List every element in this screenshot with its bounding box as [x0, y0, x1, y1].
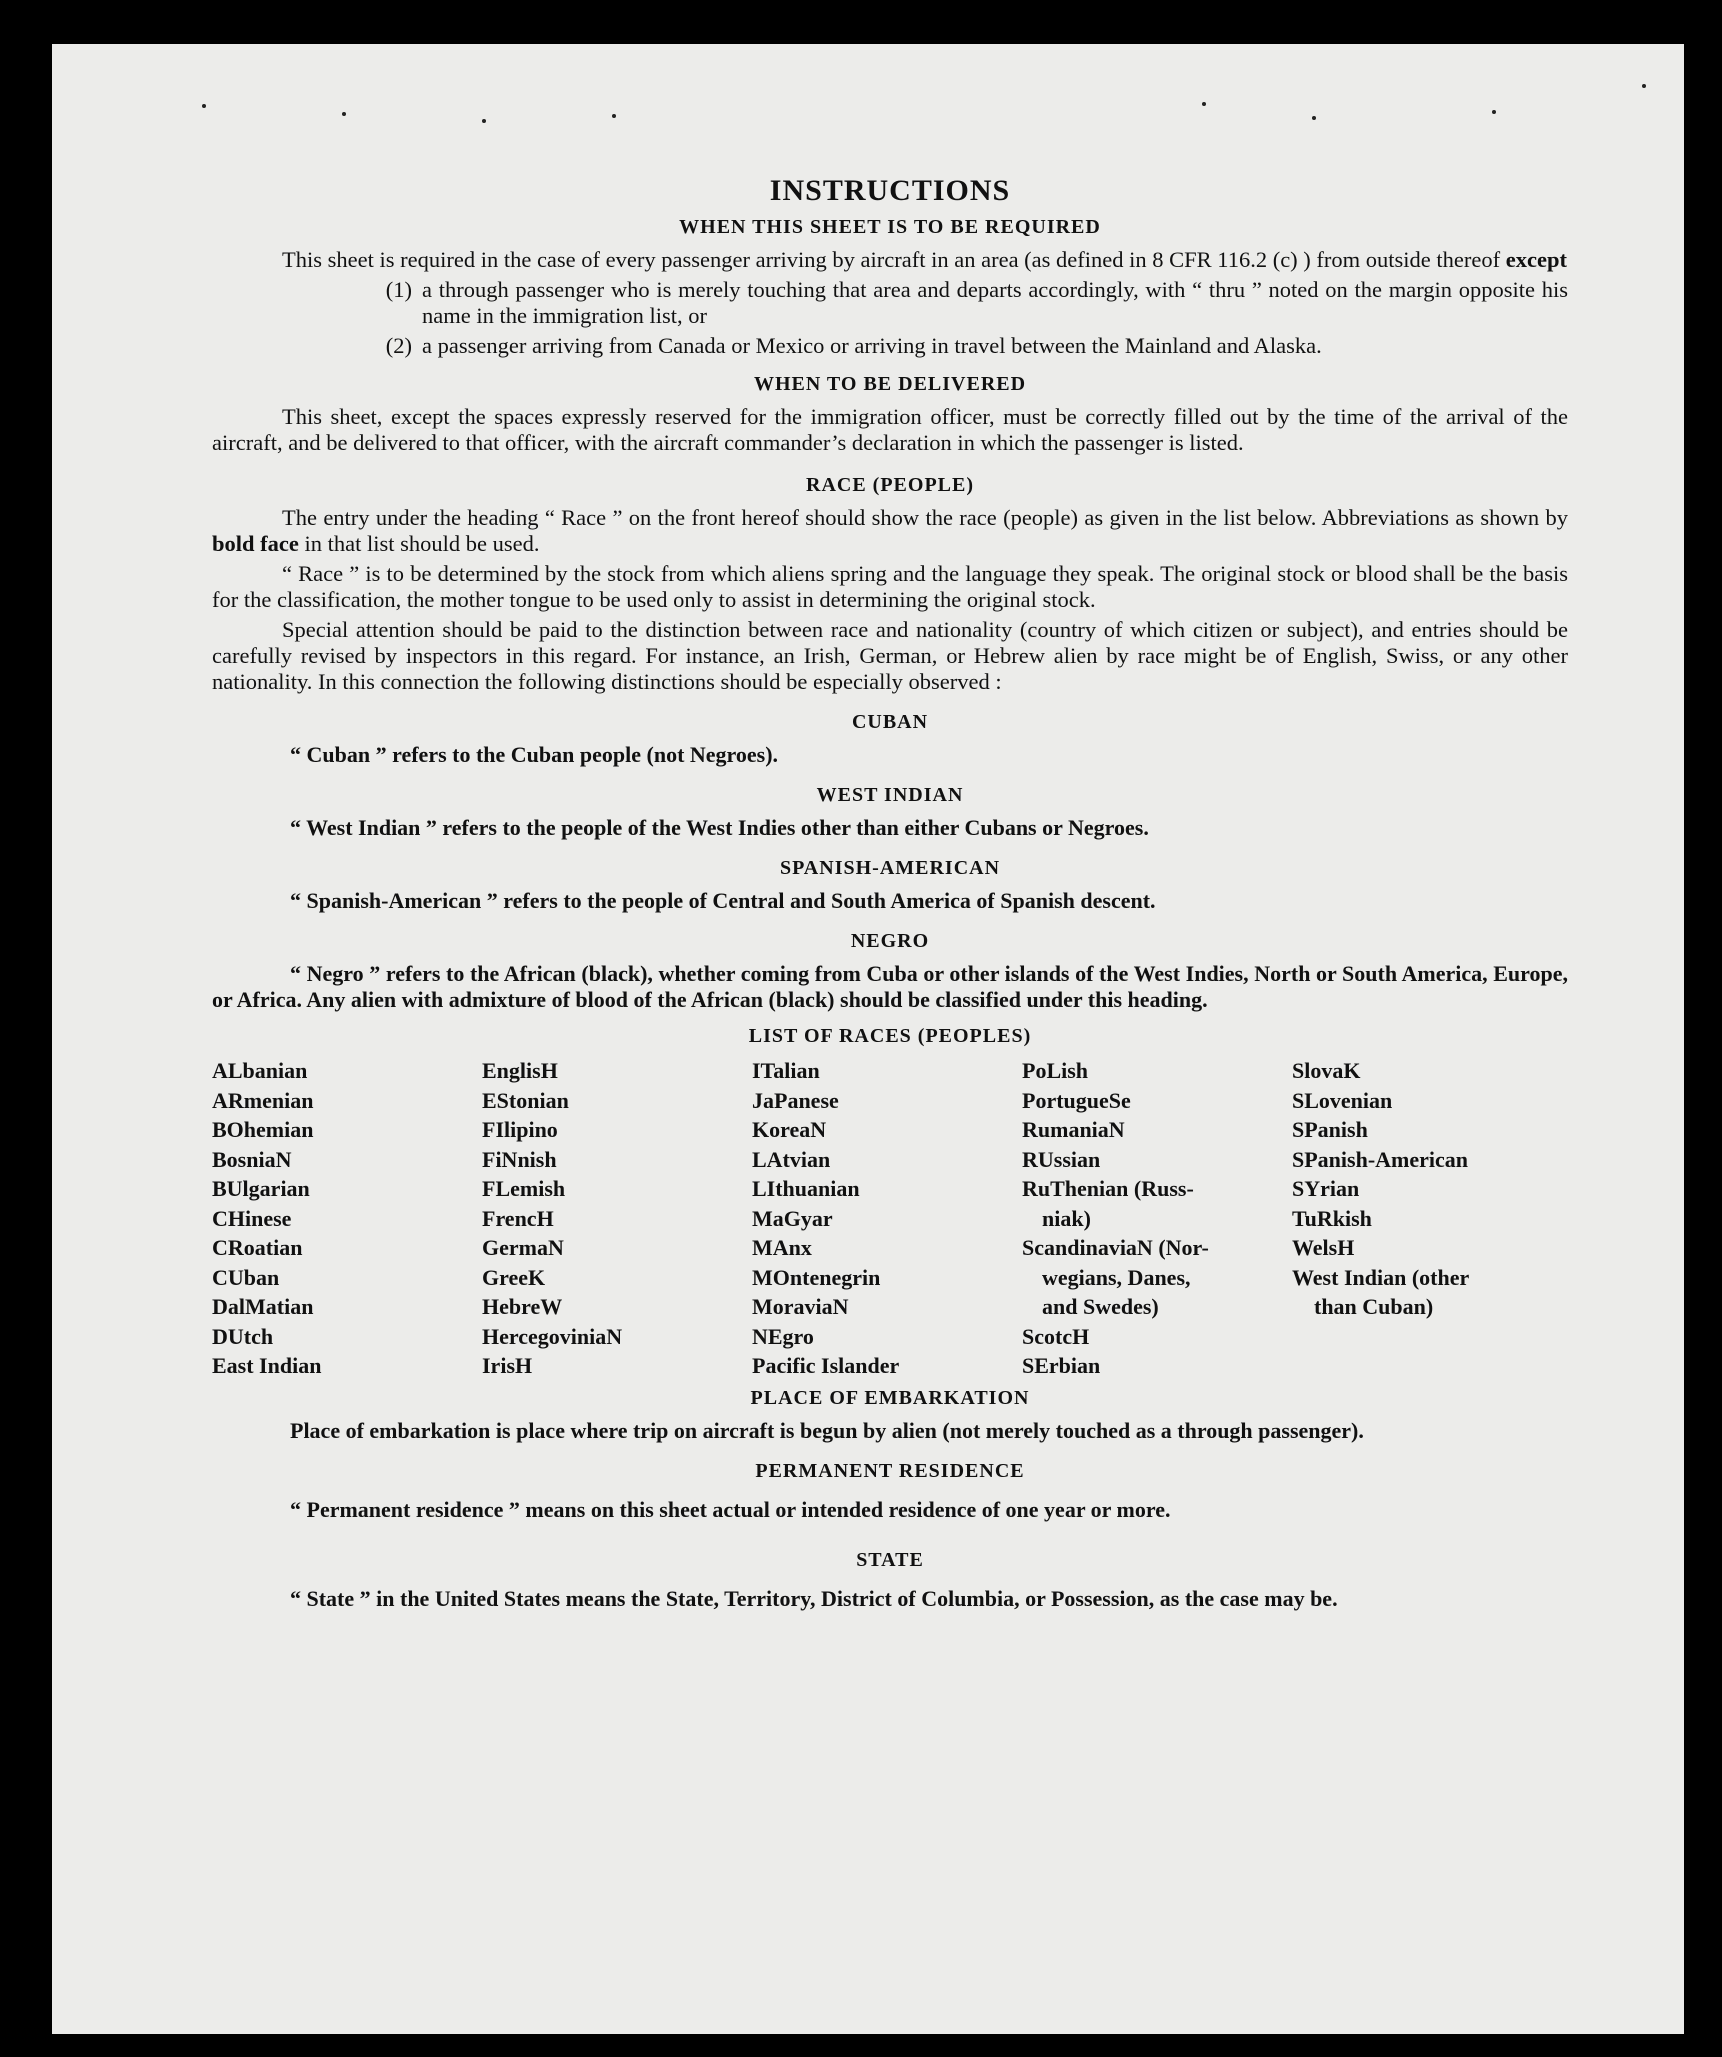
cuban-text: “ Cuban ” refers to the Cuban people (not Negroes).	[290, 742, 779, 767]
page-title: INSTRUCTIONS	[769, 174, 1011, 207]
speck	[612, 114, 616, 118]
heading-state: STATE	[856, 1548, 924, 1571]
negro-text: “ Negro ” refers to the African (black), whether coming from Cuba or other islands of the West Indies, North or South America, Europe, or Africa. Any alien with admixture of blood of the African (black) should be classified under this heading.	[212, 961, 1568, 1012]
heading-when-delivered: WHEN TO BE DELIVERED	[753, 373, 1027, 395]
list-item	[212, 277, 1568, 329]
race-entry: ARmenian	[212, 1087, 314, 1113]
race-entry: and Swedes)	[1042, 1294, 1159, 1319]
race-entry: niak)	[1042, 1205, 1091, 1231]
race-entry: LAtvian	[752, 1146, 831, 1172]
speck	[1492, 110, 1496, 114]
heading-when-required: WHEN THIS SHEET IS TO BE REQUIRED	[679, 216, 1101, 238]
race-entry: EnglisH	[482, 1058, 558, 1083]
race-entry: CUban	[212, 1264, 280, 1290]
race-entry: East Indian	[212, 1353, 322, 1378]
race-entry: MOntenegrin	[752, 1264, 881, 1290]
races-column	[752, 1056, 1022, 1381]
race-p1-a: The entry under the heading “ Race ” on the front hereof should show the race (people) as given in the list below. Abbreviations as shown by	[282, 505, 1568, 530]
race-entry: MaGyar	[752, 1205, 833, 1231]
race-entry: SPanish-American	[1292, 1146, 1468, 1172]
race-entry: SErbian	[1022, 1353, 1101, 1378]
races-column	[482, 1056, 752, 1381]
when-required-intro	[212, 247, 1568, 273]
place-of-embarkation-text: Place of embarkation is place where trip on aircraft is begun by alien (not merely touched as a through passenger).	[290, 1417, 1364, 1443]
race-entry: IrisH	[482, 1353, 533, 1378]
race-entry: BOhemian	[212, 1117, 314, 1142]
race-entry: West Indian (other	[1292, 1264, 1470, 1290]
race-entry: SPanish	[1292, 1117, 1368, 1142]
race-entry: DUtch	[212, 1323, 274, 1349]
races-table	[212, 1056, 1568, 1381]
race-entry: FrencH	[482, 1205, 554, 1231]
heading-place-of-embarkation: PLACE OF EMBARKATION	[750, 1386, 1030, 1409]
speck	[342, 112, 346, 116]
document-page	[52, 44, 1684, 2034]
race-entry: LIthuanian	[752, 1176, 860, 1201]
race-entry: than Cuban)	[1314, 1294, 1434, 1319]
race-entry: ITalian	[752, 1058, 820, 1083]
race-entry: WelsH	[1292, 1235, 1355, 1260]
race-entry: MoraviaN	[752, 1294, 849, 1319]
race-entry: ALbanian	[212, 1058, 308, 1083]
heading-list-of-races: LIST OF RACES (PEOPLES)	[748, 1025, 1032, 1047]
race-entry: ScandinaviaN (Nor-	[1022, 1235, 1209, 1260]
when-delivered-text: This sheet, except the spaces expressly reserved for the immigration officer, must be correctly filled out by the time of the arrival of the aircraft, and be delivered to that officer, with the aircraft commander’s declaration in which the passenger is listed.	[212, 404, 1568, 455]
heading-cuban: CUBAN	[851, 711, 929, 733]
race-paragraph-3: Special attention should be paid to the distinction between race and nationality (country of which citizen or subject), and entries should be carefully revised by inspectors in this regard. For instance, an Irish, German, or Hebrew alien by race might be of English, Swiss, or any other nationality. In this connection the following distinctions should be especially observed :	[212, 617, 1568, 694]
race-entry: CHinese	[212, 1205, 292, 1231]
list-item-number: (1)	[385, 277, 412, 302]
race-entry: wegians, Danes,	[1042, 1264, 1191, 1290]
race-paragraph-1	[212, 505, 1568, 557]
race-entry: CRoatian	[212, 1235, 303, 1260]
race-entry: RumaniaN	[1022, 1117, 1125, 1142]
race-entry: RUssian	[1022, 1146, 1101, 1172]
race-entry: MAnx	[752, 1235, 812, 1260]
races-column	[212, 1056, 482, 1381]
race-entry: JaPanese	[752, 1087, 839, 1113]
spanish-american-text: “ Spanish-American ” refers to the people of Central and South America of Spanish descent.	[290, 888, 1156, 913]
when-required-intro-bold: except	[1505, 247, 1567, 272]
race-entry: HercegoviniaN	[482, 1323, 623, 1349]
race-entry: BosniaN	[212, 1146, 292, 1172]
race-entry: GermaN	[482, 1235, 564, 1260]
race-entry: SLovenian	[1292, 1087, 1393, 1113]
race-entry: EStonian	[482, 1087, 569, 1113]
speck	[1642, 84, 1646, 88]
heading-race: RACE (PEOPLE)	[806, 474, 974, 496]
when-required-intro-text: This sheet is required in the case of every passenger arriving by aircraft in an area (as defined in 8 CFR 116.2 (c) ) from outside thereof	[282, 247, 1501, 272]
race-entry: HebreW	[482, 1294, 563, 1319]
race-entry: FLemish	[482, 1176, 566, 1201]
race-entry: TuRkish	[1292, 1205, 1372, 1231]
race-entry: SlovaK	[1292, 1058, 1361, 1083]
races-column	[1022, 1056, 1292, 1381]
instructions-content	[212, 174, 1568, 1612]
race-entry: DalMatian	[212, 1294, 314, 1319]
race-entry: PoLish	[1022, 1058, 1089, 1083]
list-item-number: (2)	[385, 333, 412, 358]
heading-spanish-american: SPANISH-AMERICAN	[779, 857, 1001, 879]
race-paragraph-2: “ Race ” is to be determined by the stock from which aliens spring and the language they speak. The original stock or blood shall be the basis for the classification, the mother tongue to be used only to assist in determining the original stock.	[212, 561, 1568, 612]
race-entry: RuThenian (Russ-	[1022, 1176, 1194, 1201]
speck	[482, 119, 486, 123]
speck	[1312, 116, 1316, 120]
speck	[1202, 102, 1206, 106]
race-p1-bold: bold face	[212, 531, 299, 556]
heading-permanent-residence: PERMANENT RESIDENCE	[755, 1459, 1025, 1482]
race-entry: Pacific Islander	[752, 1353, 900, 1378]
heading-west-indian: WEST INDIAN	[816, 784, 964, 806]
race-entry: BUlgarian	[212, 1176, 310, 1201]
list-item	[212, 333, 1568, 359]
list-item-text: a passenger arriving from Canada or Mexico or arriving in travel between the Mainland and Alaska.	[422, 333, 1322, 358]
heading-negro: NEGRO	[850, 930, 930, 952]
race-entry: NEgro	[752, 1323, 814, 1349]
race-entry: PortugueSe	[1022, 1087, 1131, 1113]
state-text: “ State ” in the United States means the State, Territory, District of Columbia, or Possession, as the case may be.	[290, 1585, 1338, 1611]
race-entry: ScotcH	[1022, 1323, 1090, 1349]
race-entry: GreeK	[482, 1264, 546, 1290]
race-entry: KoreaN	[752, 1117, 827, 1142]
race-p1-b: in that list should be used.	[304, 531, 540, 556]
race-entry: FiNnish	[482, 1146, 557, 1172]
races-column	[1292, 1056, 1562, 1381]
race-entry: SYrian	[1292, 1176, 1360, 1201]
race-entry: FIlipino	[482, 1117, 558, 1142]
west-indian-text: “ West Indian ” refers to the people of the West Indies other than either Cubans or Negroes.	[290, 815, 1149, 840]
permanent-residence-text: “ Permanent residence ” means on this sheet actual or intended residence of one year or more.	[290, 1496, 1171, 1522]
list-item-text: a through passenger who is merely touching that area and departs accordingly, with “ thru ” noted on the margin opposite his name in the immigration list, or	[422, 277, 1568, 328]
speck	[202, 104, 206, 108]
